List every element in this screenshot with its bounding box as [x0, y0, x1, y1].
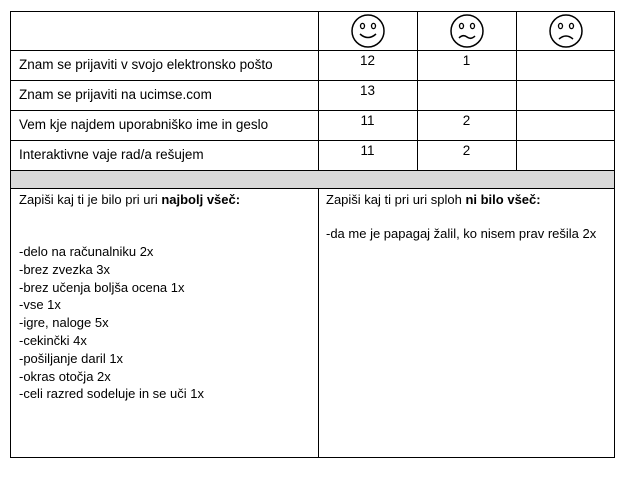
- feedback-table: [10, 11, 615, 458]
- separator-band: [11, 171, 614, 188]
- row-label: Znam se prijaviti na ucimse.com: [19, 87, 212, 102]
- liked-prompt-text: Zapiši kaj ti je bilo pri uri: [19, 192, 162, 207]
- smile-face-icon: [350, 13, 386, 49]
- smile-count: 11: [360, 143, 375, 158]
- list-item: -vse 1x: [19, 297, 61, 313]
- uneasy-count: 1: [462, 53, 471, 68]
- disliked-list: [326, 225, 607, 243]
- row-label: Interaktivne vaje rad/a rešujem: [19, 147, 204, 162]
- uneasy-count: 2: [462, 113, 471, 128]
- liked-pane: [11, 189, 318, 457]
- uneasy-face-icon: [449, 13, 485, 49]
- smile-count: 12: [359, 53, 376, 68]
- liked-list: [19, 243, 310, 403]
- disliked-prompt-emphasis: ni bilo všeč: [465, 192, 537, 207]
- list-item: -pošiljanje daril 1x: [19, 350, 124, 366]
- liked-prompt-colon: :: [235, 192, 241, 207]
- row-label: Znam se prijaviti v svojo elektronsko pošto: [19, 57, 273, 72]
- list-item: -celi razred sodeluje in se uči 1x: [19, 386, 204, 402]
- list-item: -igre, naloge 5x: [19, 315, 109, 331]
- liked-prompt: [19, 192, 310, 207]
- disliked-pane: [319, 189, 614, 457]
- smile-count: 13: [359, 83, 376, 98]
- sad-face-icon: [548, 13, 584, 49]
- list-item: -okras otočja 2x: [19, 368, 111, 384]
- liked-prompt-emphasis: najbolj všeč: [161, 192, 236, 207]
- list-item: -brez zvezka 3x: [19, 261, 111, 277]
- disliked-prompt: [326, 192, 607, 207]
- list-item: -da me je papagaj žalil, ko nisem prav rešila 2x: [326, 226, 597, 241]
- smile-count: 11: [360, 113, 375, 128]
- disliked-prompt-colon: :: [536, 192, 541, 207]
- list-item: -brez učenja boljša ocena 1x: [19, 279, 185, 295]
- list-item: -delo na računalniku 2x: [19, 244, 154, 259]
- list-item: -cekinčki 4x: [19, 332, 87, 348]
- uneasy-count: 2: [462, 143, 471, 158]
- column-divider: [516, 12, 517, 171]
- disliked-prompt-text: Zapiši kaj ti pri uri sploh: [326, 192, 466, 207]
- row-label: Vem kje najdem uporabniško ime in geslo: [19, 117, 269, 132]
